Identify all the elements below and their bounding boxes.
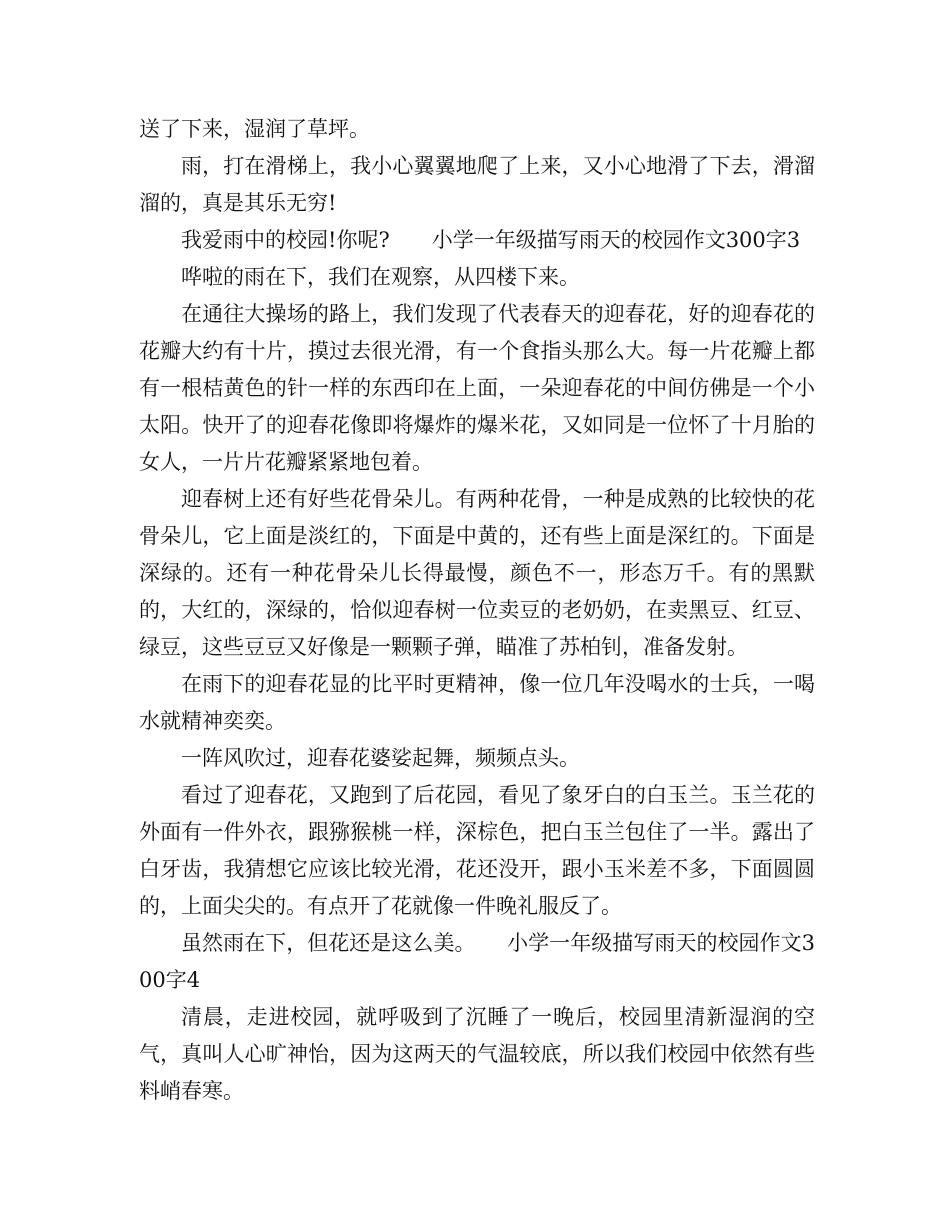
paragraph: 一阵风吹过，迎春花婆娑起舞，频频点头。: [181, 746, 580, 770]
paragraph: 迎春树上还有好些花骨朵儿。有两种花骨，一种是成熟的比较快的花骨朵儿，它上面是淡红的，下面是中黄的，还有些上面是深红的。下面是深绿的。还有一种花骨朵儿长得最慢，颜色不一，形态万千。有的黑默的，大红的，深绿的，恰似迎春树一位卖豆的老奶奶，在卖黑豆、红豆、绿豆，这些豆豆又好像是一颗颗子弹，瞄准了苏柏钊，准备发射。: [139, 487, 815, 659]
paragraph: 在通往大操场的路上，我们发现了代表春天的迎春花，好的迎春花的花瓣大约有十片，摸过去很光滑，有一个食指头那么大。每一片花瓣上都有一根桔黄色的针一样的东西印在上面，一朵迎春花的中间仿佛是一个小太阳。快开了的迎春花像即将爆炸的爆米花，又如同是一位怀了十月胎的女人，一片片花瓣紧紧地包着。: [139, 302, 815, 474]
document-body: [139, 111, 815, 1110]
paragraph: 哗啦的雨在下，我们在观察，从四楼下来。: [181, 265, 580, 289]
paragraph: 我爱雨中的校园!你呢? 小学一年级描写雨天的校园作文300字3: [181, 228, 801, 252]
paragraph: 清晨，走进校园，就呼吸到了沉睡了一晚后，校园里清新湿润的空气，真叫人心旷神怡，因为这两天的气温较底，所以我们校园中依然有些料峭春寒。: [139, 1005, 815, 1103]
paragraph: 虽然雨在下，但花还是这么美。 小学一年级描写雨天的校园作文300字4: [139, 931, 815, 992]
paragraph-continued: 送了下来，湿润了草坪。: [139, 117, 370, 141]
paragraph: 在雨下的迎春花显的比平时更精神，像一位几年没喝水的士兵，一喝水就精神奕奕。: [139, 672, 815, 733]
paragraph: 雨，打在滑梯上，我小心翼翼地爬了上来，又小心地滑了下去，滑溜溜的，真是其乐无穷!: [139, 154, 815, 215]
paragraph: 看过了迎春花，又跑到了后花园，看见了象牙白的白玉兰。玉兰花的外面有一件外衣，跟猕猴桃一样，深棕色，把白玉兰包住了一半。露出了白牙齿，我猜想它应该比较光滑，花还没开，跟小玉米差不多，下面圆圆的，上面尖尖的。有点开了花就像一件晚礼服反了。: [139, 783, 815, 918]
